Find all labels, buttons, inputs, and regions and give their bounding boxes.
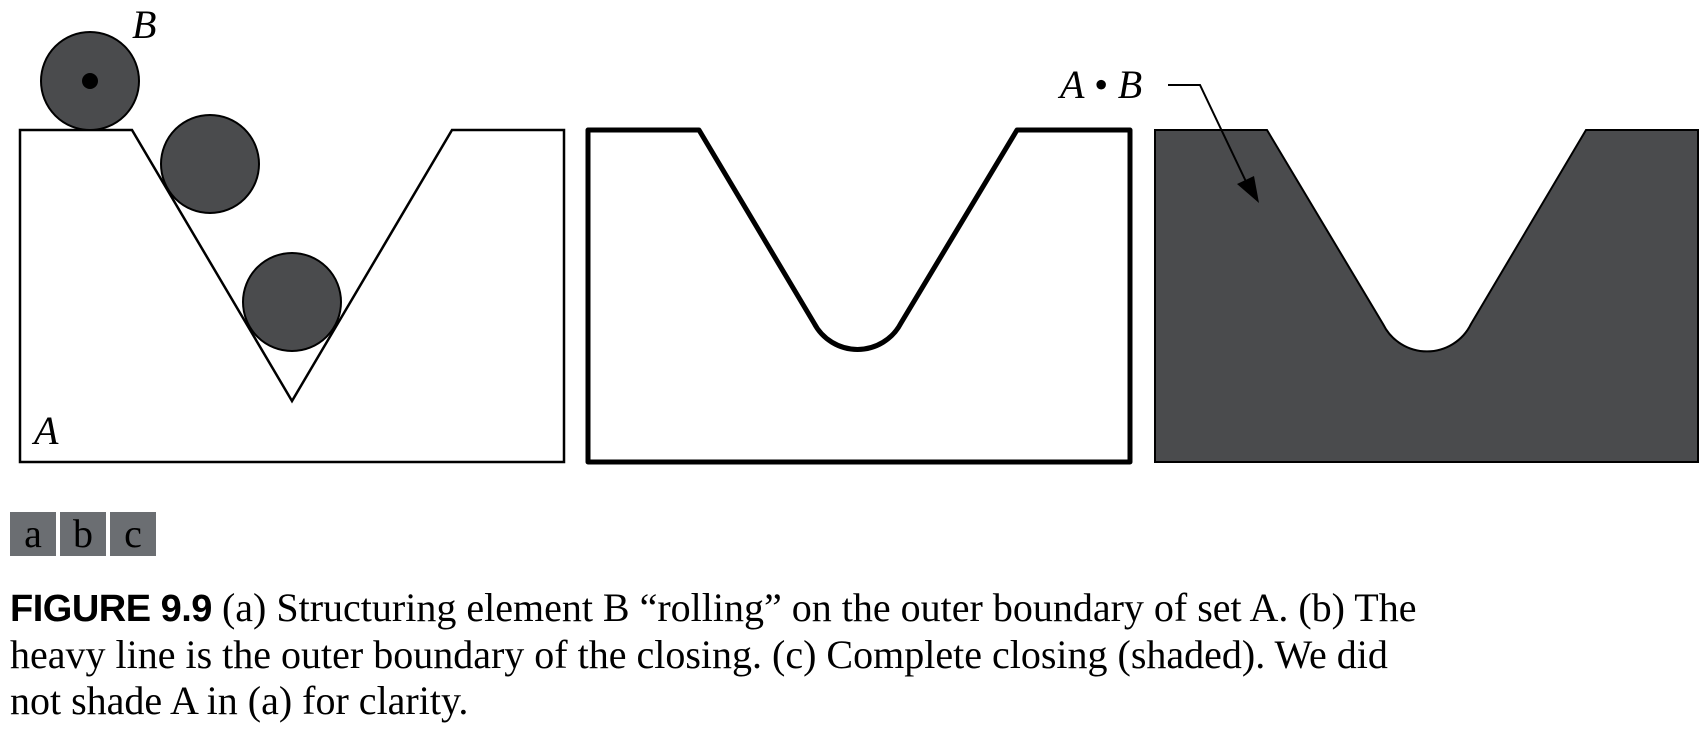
label-a: A xyxy=(34,408,59,453)
caption-line-1 xyxy=(10,585,1700,632)
panel-c xyxy=(1057,62,1698,462)
panel-a xyxy=(20,2,564,462)
figure-caption xyxy=(10,585,1700,724)
structuring-element-b-low xyxy=(243,253,341,351)
structuring-element-b-mid xyxy=(161,115,259,213)
panel-tag-c: c xyxy=(110,512,156,556)
panel-tag-a: a xyxy=(10,512,56,556)
panel-tag-b: b xyxy=(60,512,106,556)
label-closing: A • B xyxy=(1060,62,1143,107)
caption-line-3: not shade A in (a) for clarity. xyxy=(10,678,469,723)
structuring-element-origin-dot xyxy=(82,73,98,89)
caption-line-2: heavy line is the outer boundary of the closing. (c) Complete closing (shaded). We did xyxy=(10,632,1388,677)
label-b: B xyxy=(132,2,157,47)
caption-text-1: (a) Structuring element B “rolling” on the outer boundary of set A. (b) The xyxy=(221,585,1417,630)
closing-shaded-region xyxy=(1155,130,1698,462)
figure-number: FIGURE 9.9 xyxy=(10,588,212,630)
panel-b xyxy=(588,130,1130,462)
panel-tags xyxy=(10,512,156,556)
closing-boundary-heavy xyxy=(588,130,1130,462)
